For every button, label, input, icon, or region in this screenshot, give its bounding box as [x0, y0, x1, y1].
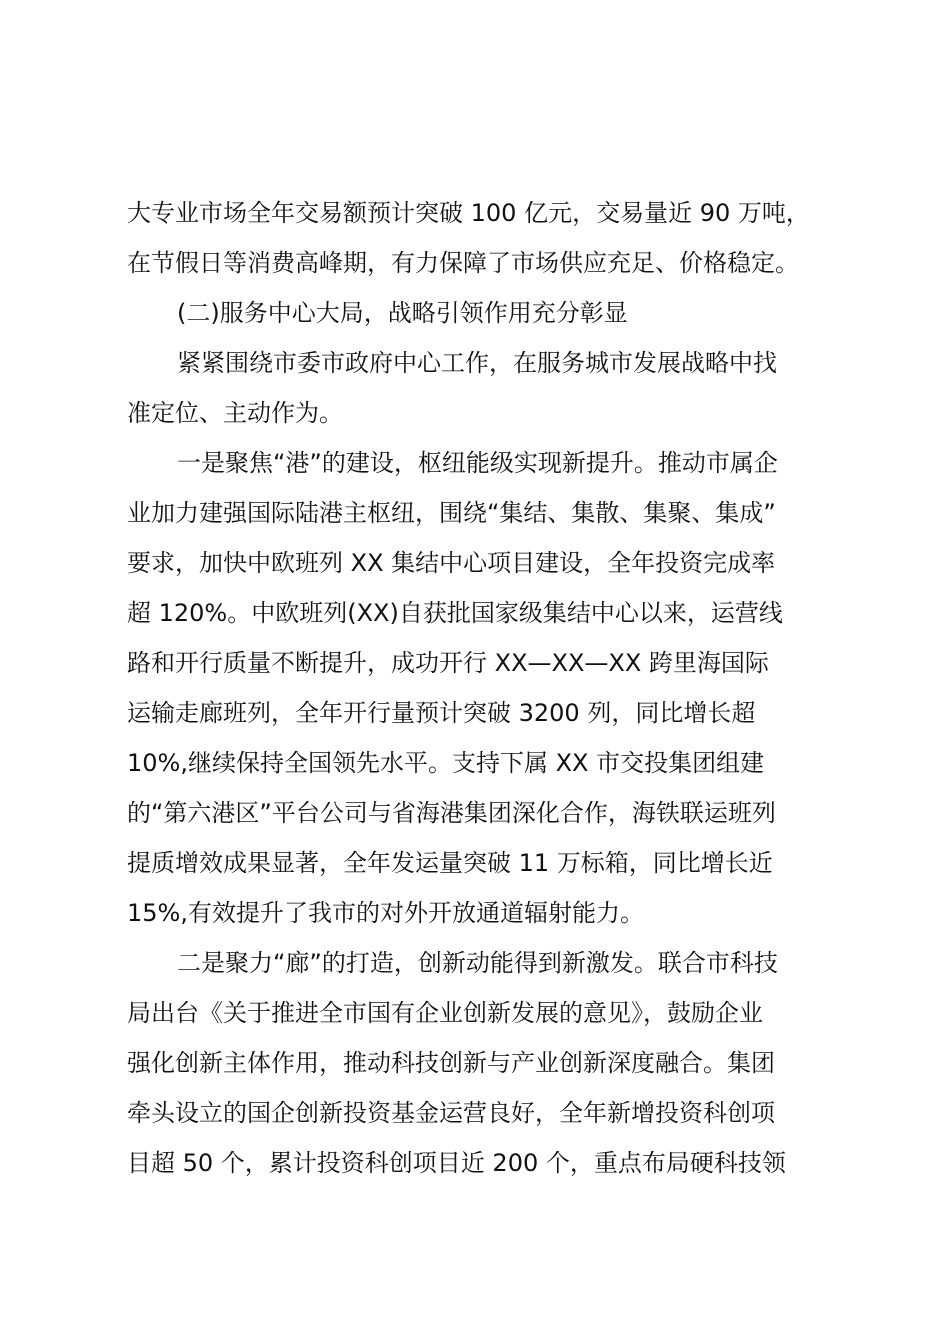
text-line: 10%,继续保持全国领先水平。支持下属 XX 市交投集团组建	[127, 749, 765, 777]
document-body	[127, 188, 827, 1188]
text-line: 在节假日等消费高峰期，有力保障了市场供应充足、价格稳定。	[127, 249, 799, 277]
text-line: 15%,有效提升了我市的对外开放通道辐射能力。	[127, 899, 644, 927]
text-line: 要求，加快中欧班列 XX 集结中心项目建设，全年投资完成率	[127, 549, 776, 577]
text-line: 目超 50 个，累计投资科创项目近 200 个，重点布局硬科技领	[127, 1149, 786, 1177]
text-line: 路和开行质量不断提升，成功开行 XX—XX—XX 跨里海国际	[127, 649, 769, 677]
text-line: 超 120%。中欧班列(XX)自获批国家级集结中心以来，运营线	[127, 599, 783, 627]
text-line: 牵头设立的国企创新投资基金运营良好，全年新增投资科创项	[127, 1099, 775, 1127]
paragraph-first-line: 紧紧围绕市委市政府中心工作，在服务城市发展战略中找	[177, 349, 777, 377]
text-line: 业加力建强国际陆港主枢纽，围绕“集结、集散、集聚、集成”	[127, 499, 776, 527]
text-line: 运输走廊班列，全年开行量预计突破 3200 列，同比增长超	[127, 699, 756, 727]
text-line: 大专业市场全年交易额预计突破 100 亿元，交易量近 90 万吨，	[127, 199, 810, 227]
section-heading: (二)服务中心大局，战略引领作用充分彰显	[177, 299, 628, 327]
text-line: 强化创新主体作用，推动科技创新与产业创新深度融合。集团	[127, 1049, 775, 1077]
text-line: 准定位、主动作为。	[127, 399, 343, 427]
paragraph-first-line: 二是聚力“廊”的打造，创新动能得到新激发。联合市科技	[177, 949, 778, 977]
text-line: 提质增效成果显著，全年发运量突破 11 万标箱，同比增长近	[127, 849, 773, 877]
paragraph-first-line: 一是聚焦“港”的建设，枢纽能级实现新提升。推动市属企	[177, 449, 778, 477]
text-line: 局出台《关于推进全市国有企业创新发展的意见》，鼓励企业	[127, 999, 763, 1027]
text-line: 的“第六港区”平台公司与省海港集团深化合作，海铁联运班列	[127, 799, 776, 827]
